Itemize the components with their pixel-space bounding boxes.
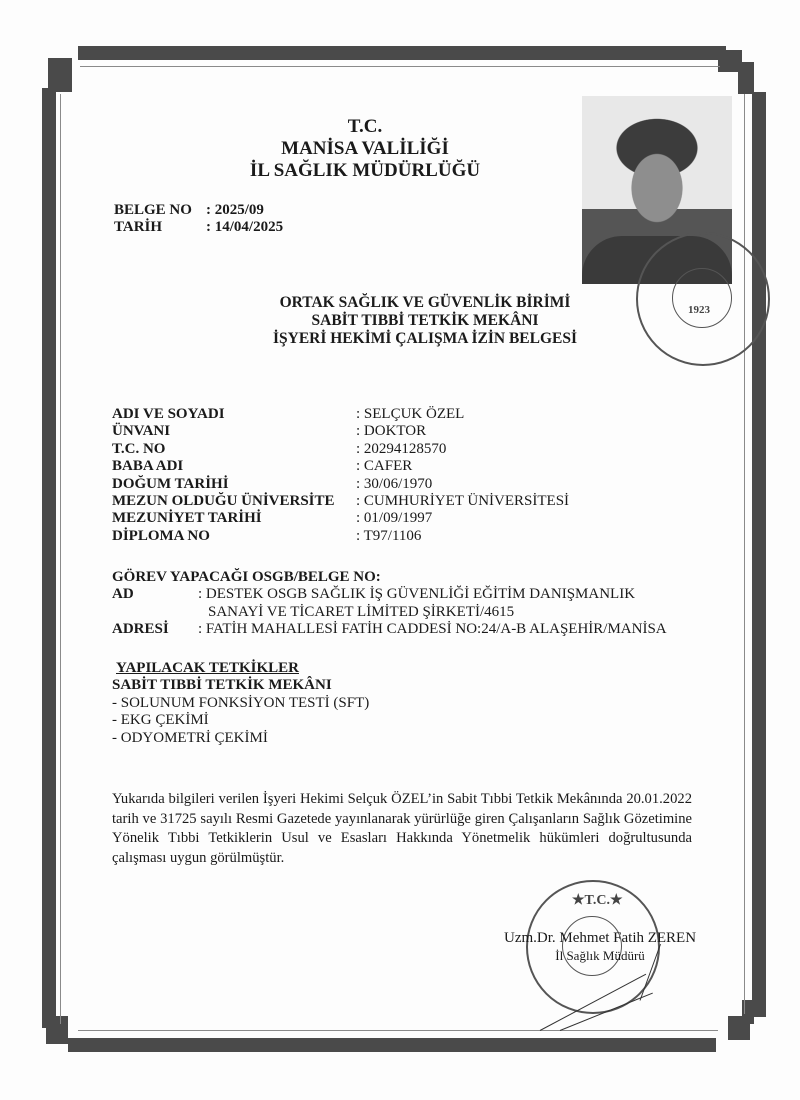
info-label: DOĞUM TARİHİ [112, 475, 229, 492]
info-value: : 30/06/1970 [356, 475, 433, 492]
frame-corner-top-left [48, 58, 72, 92]
info-label: MEZUNİYET TARİHİ [112, 510, 262, 527]
tarih-value: : 14/04/2025 [206, 219, 284, 235]
osgb-ad-label: AD [112, 586, 134, 603]
header-line-directorate: İL SAĞLIK MÜDÜRLÜĞÜ [249, 160, 481, 181]
belge-no-value: : 2025/09 [206, 202, 264, 218]
info-value: : T97/1106 [356, 527, 422, 544]
info-row [112, 423, 569, 440]
test-item: - SOLUNUM FONKSİYON TESTİ (SFT) [112, 694, 370, 711]
info-row [112, 441, 569, 458]
info-row [112, 493, 569, 510]
tests-heading: YAPILACAK TETKİKLER [116, 660, 299, 676]
belge-no-label: BELGE NO [114, 202, 192, 218]
info-value: : 01/09/1997 [356, 510, 433, 527]
signature-block [504, 930, 696, 964]
info-value: : CAFER [356, 458, 413, 475]
issuer-header [240, 116, 490, 182]
official-seal-top [636, 232, 770, 366]
osgb-ad-value-line1: : DESTEK OSGB SAĞLIK İŞ GÜVENLİĞİ EĞİTİM DANIŞMANLIK [198, 586, 636, 603]
title-line-3: İŞYERİ HEKİMİ ÇALIŞMA İZİN BELGESİ [272, 330, 578, 347]
frame-inner-line-top [80, 66, 720, 67]
document-meta [114, 202, 283, 236]
osgb-ad-row [112, 586, 667, 603]
osgb-ad-value-line2: SANAYİ VE TİCARET LİMİTED ŞİRKETİ/4615 [208, 603, 515, 620]
header-line-governorship: MANİSA VALİLİĞİ [281, 138, 449, 159]
tests-subheading: SABİT TIBBİ TETKİK MEKÂNI [112, 677, 332, 694]
frame-border-left [42, 88, 56, 1028]
tests-section [112, 660, 369, 747]
seal-year: 1923 [688, 304, 710, 316]
signatory-name: Uzm.Dr. Mehmet Fatih ZEREN [504, 930, 697, 946]
test-item: - ODYOMETRİ ÇEKİMİ [112, 729, 268, 746]
signatory-title: İl Sağlık Müdürü [555, 948, 645, 963]
personal-info [112, 406, 569, 545]
osgb-adres-label: ADRESİ [112, 621, 169, 638]
info-label: ÜNVANI [112, 423, 171, 440]
osgb-adres-value: : FATİH MAHALLESİ FATİH CADDESİ NO:24/A-B ALAŞEHİR/MANİSA [198, 621, 667, 638]
document-title [250, 294, 600, 348]
info-label: MEZUN OLDUĞU ÜNİVERSİTE [112, 493, 335, 510]
tarih-label: TARİH [114, 219, 163, 235]
header-line-tc: T.C. [347, 116, 383, 137]
info-value: : SELÇUK ÖZEL [356, 406, 465, 422]
info-value: : DOKTOR [356, 423, 427, 440]
test-item: - EKG ÇEKİMİ [112, 712, 209, 729]
seal-tc-text: ★T.C.★ [572, 893, 623, 908]
osgb-adres-row [112, 621, 667, 638]
frame-inner-line-right [744, 94, 745, 1014]
frame-border-right [752, 92, 766, 1017]
title-line-2: SABİT TIBBİ TETKİK MEKÂNI [311, 312, 539, 329]
approval-paragraph: Yukarıda bilgileri verilen İşyeri Hekimi Selçuk ÖZEL’in Sabit Tıbbi Tetkik Mekânında 20.01.2022 tarih ve 31725 sayılı Resmi Gazetede yayınlanarak yürürlüğe giren Çalışanların Sağlık Gözetimine Yönelik Tıbbi Tetkiklerin Usul ve Esasları Hakkında Yönetmelik hükümleri doğrultusunda çalışması uygun görülmüştür. [112, 791, 692, 866]
frame-border-top [78, 46, 726, 60]
osgb-ad-indent [112, 604, 198, 621]
osgb-section [112, 569, 667, 639]
info-row [112, 458, 569, 475]
info-label: T.C. NO [112, 440, 166, 457]
frame-inner-line-bottom [78, 1030, 718, 1031]
frame-border-bottom [68, 1038, 716, 1052]
frame-corner-bottom-left [46, 1016, 68, 1044]
title-line-1: ORTAK SAĞLIK VE GÜVENLİK BİRİMİ [279, 294, 571, 311]
osgb-heading: GÖREV YAPACAĞI OSGB/BELGE NO: [112, 569, 381, 585]
info-row [112, 510, 569, 527]
info-row [112, 528, 569, 545]
tarih-row [114, 219, 283, 236]
belge-no-row [114, 202, 283, 219]
info-label: ADI VE SOYADI [112, 406, 225, 422]
frame-corner-top-right-step [738, 62, 754, 94]
info-row [112, 406, 569, 423]
frame-inner-line-left [60, 94, 61, 1024]
info-value: : 20294128570 [356, 440, 447, 457]
seal-crescent-ring [672, 268, 732, 328]
info-row [112, 476, 569, 493]
info-value: : CUMHURİYET ÜNİVERSİTESİ [356, 493, 570, 510]
osgb-ad-row-cont [112, 604, 667, 621]
info-label: BABA ADI [112, 458, 184, 475]
info-label: DİPLOMA NO [112, 527, 210, 544]
